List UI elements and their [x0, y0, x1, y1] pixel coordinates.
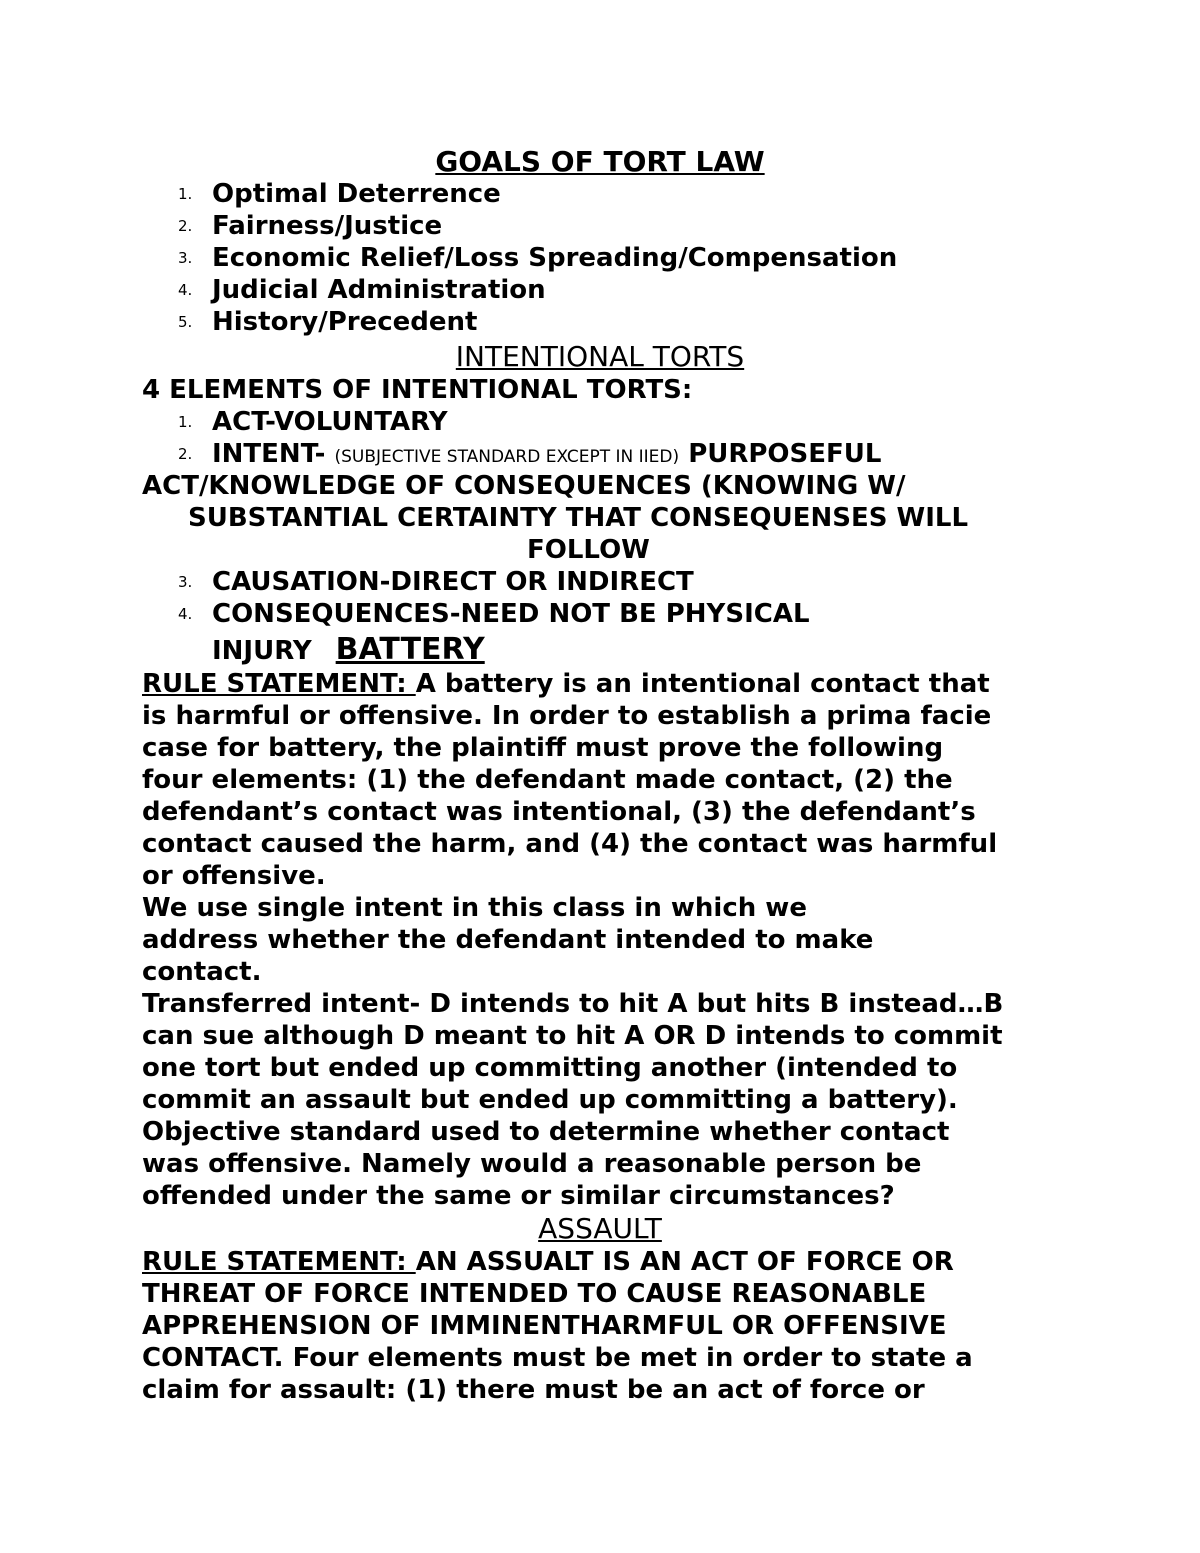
list-item: Economic Relief/Loss Spreading/Compensation: [212, 243, 898, 273]
injury-continuation: INJURY: [212, 636, 312, 666]
battery-text: contact.: [142, 957, 262, 987]
list-number: 3.: [178, 249, 193, 267]
battery-text: A battery is an intentional contact that: [415, 669, 990, 699]
intentional-torts-heading: INTENTIONAL TORTS: [455, 340, 745, 373]
battery-text: offended under the same or similar circumstances?: [142, 1181, 895, 1211]
list-number: 2.: [178, 217, 193, 235]
list-item: Fairness/Justice: [212, 211, 443, 241]
battery-text: one tort but ended up committing another (intended to: [142, 1053, 958, 1083]
battery-text: was offensive. Namely would a reasonable person be: [142, 1149, 922, 1179]
rule-statement-label: RULE STATEMENT:: [142, 1247, 416, 1277]
battery-text: can sue although D meant to hit A OR D intends to commit: [142, 1021, 1003, 1051]
intent-continuation: SUBSTANTIAL CERTAINTY THAT CONSEQUENSES WILL: [188, 503, 969, 533]
list-number: 3.: [178, 573, 193, 591]
battery-heading: BATTERY: [335, 632, 485, 667]
intent-continuation: FOLLOW: [527, 535, 650, 565]
list-number: 2.: [178, 445, 193, 463]
list-item: Judicial Administration: [212, 275, 546, 305]
battery-text: contact caused the harm, and (4) the contact was harmful: [142, 829, 998, 859]
assault-text: APPREHENSION OF IMMINENTHARMFUL OR OFFENSIVE: [142, 1311, 947, 1341]
battery-text: Objective standard used to determine whether contact: [142, 1117, 950, 1147]
intent-lead: INTENT-: [212, 439, 335, 469]
list-number: 1.: [178, 185, 193, 203]
list-number: 1.: [178, 413, 193, 431]
rule-statement-label: RULE STATEMENT:: [142, 669, 416, 699]
battery-text: is harmful or offensive. In order to establish a prima facie: [142, 701, 992, 731]
assault-text: claim for assault: (1) there must be an act of force or: [142, 1375, 925, 1405]
list-number: 4.: [178, 605, 193, 623]
list-item: History/Precedent: [212, 307, 478, 337]
battery-text: defendant’s contact was intentional, (3) the defendant’s: [142, 797, 976, 827]
goals-title: GOALS OF TORT LAW: [435, 145, 765, 178]
list-item: ACT-VOLUNTARY: [212, 407, 448, 437]
battery-text: Transferred intent- D intends to hit A but hits B instead…B: [142, 989, 1004, 1019]
intent-note: (SUBJECTIVE STANDARD EXCEPT IN IIED): [334, 447, 680, 467]
assault-text: CONTACT. Four elements must be met in order to state a: [142, 1343, 973, 1373]
list-item: CAUSATION-DIRECT OR INDIRECT: [212, 567, 694, 597]
battery-text: or offensive.: [142, 861, 326, 891]
assault-text: THREAT OF FORCE INTENDED TO CAUSE REASONABLE: [142, 1279, 927, 1309]
battery-rule-line: [142, 668, 990, 700]
assault-text: AN ASSUALT IS AN ACT OF FORCE OR: [415, 1247, 954, 1277]
list-item: Optimal Deterrence: [212, 179, 501, 209]
list-item: CONSEQUENCES-NEED NOT BE PHYSICAL: [212, 599, 810, 629]
list-item-intent: [212, 438, 881, 473]
list-number: 5.: [178, 313, 193, 331]
battery-text: We use single intent in this class in which we: [142, 893, 807, 923]
battery-text: case for battery, the plaintiff must prove the following: [142, 733, 944, 763]
injury-battery-line: [212, 634, 485, 667]
list-number: 4.: [178, 281, 193, 299]
assault-heading: ASSAULT: [538, 1212, 662, 1245]
elements-subtitle: 4 ELEMENTS OF INTENTIONAL TORTS:: [142, 375, 693, 405]
intent-tail: PURPOSEFUL: [679, 439, 882, 469]
intent-continuation: ACT/KNOWLEDGE OF CONSEQUENCES (KNOWING W/: [142, 471, 906, 501]
assault-rule-line: [142, 1246, 954, 1278]
battery-text: address whether the defendant intended to make: [142, 925, 874, 955]
battery-text: four elements: (1) the defendant made contact, (2) the: [142, 765, 953, 795]
battery-text: commit an assault but ended up committing a battery).: [142, 1085, 958, 1115]
